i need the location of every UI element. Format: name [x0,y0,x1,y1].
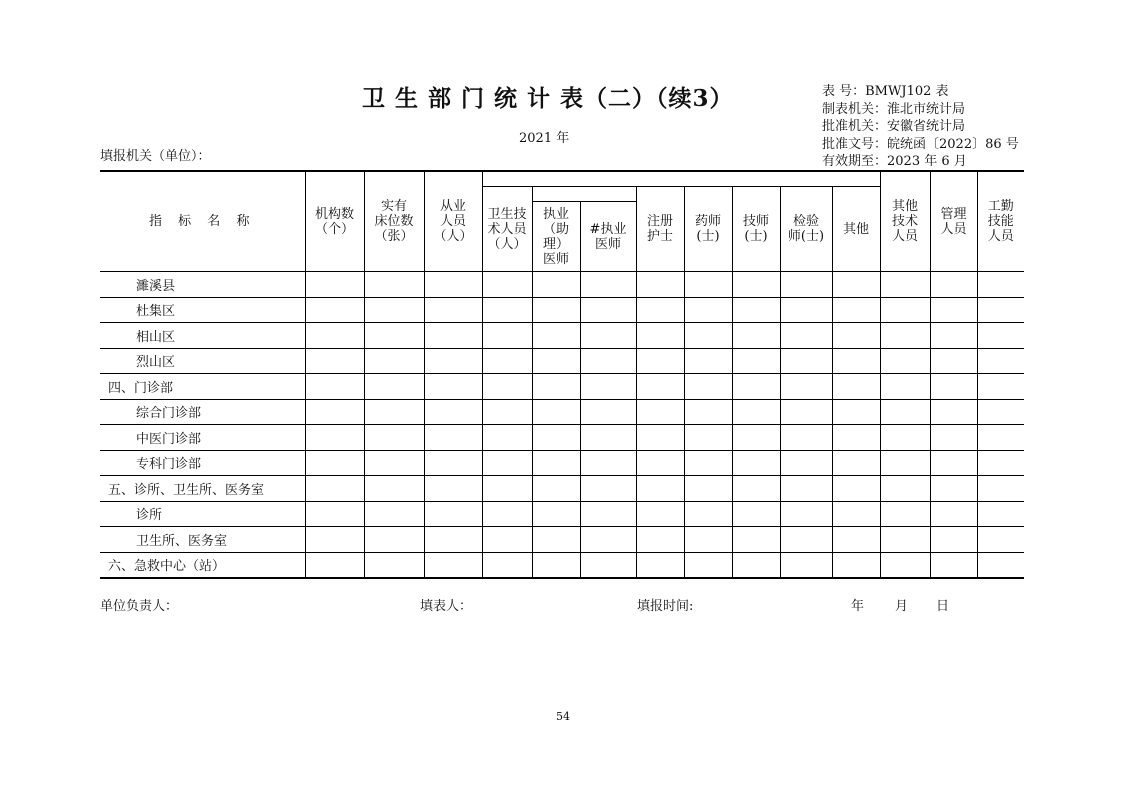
footer-filler-label: 填表人： [420,599,473,614]
data-cell [780,425,832,451]
data-cell [364,374,424,400]
data-cell [636,297,684,323]
data-cell [780,552,832,578]
row-label: 专科门诊部 [100,450,305,476]
data-cell [424,297,482,323]
header-other-tech: 其他 技术 人员 [880,171,930,272]
data-cell [930,450,977,476]
data-cell [684,476,732,502]
data-cell [482,527,532,553]
data-cell [732,552,780,578]
data-cell [977,399,1024,425]
data-cell [732,323,780,349]
data-cell [424,527,482,553]
data-cell [832,425,880,451]
data-cell [930,425,977,451]
data-cell [580,348,636,374]
data-cell [977,527,1024,553]
data-cell [305,450,364,476]
data-cell [482,450,532,476]
data-cell [580,297,636,323]
data-cell [580,425,636,451]
page-title: 卫 生 部 门 统 计 表（二）（续3） [362,85,734,112]
row-label: 中医门诊部 [100,425,305,451]
header-practicing-blank [532,187,636,202]
data-cell [832,450,880,476]
row-label: 濉溪县 [100,272,305,298]
header-employees: 从业 人员 （人） [424,171,482,272]
data-cell [832,527,880,553]
data-cell [780,374,832,400]
table-row [100,501,1024,527]
data-cell [977,348,1024,374]
data-cell [780,450,832,476]
data-cell [930,323,977,349]
data-cell [780,297,832,323]
form-meta [822,83,1019,171]
data-cell [732,450,780,476]
data-cell [684,425,732,451]
row-label: 卫生所、医务室 [100,527,305,553]
data-cell [636,374,684,400]
data-cell [732,374,780,400]
data-cell [532,552,580,578]
row-label: 诊所 [100,501,305,527]
data-cell [780,501,832,527]
data-cell [580,527,636,553]
table-row [100,527,1024,553]
data-cell [636,501,684,527]
data-cell [930,399,977,425]
data-cell [364,501,424,527]
data-cell [832,323,880,349]
data-cell [977,501,1024,527]
data-cell [977,552,1024,578]
data-cell [977,425,1024,451]
data-cell [636,348,684,374]
data-cell [364,476,424,502]
data-cell [424,425,482,451]
data-cell [364,450,424,476]
data-cell [880,374,930,400]
data-cell [832,399,880,425]
data-cell [732,348,780,374]
data-cell [482,297,532,323]
data-cell [580,374,636,400]
header-beds: 实有 床位数 （张） [364,171,424,272]
data-cell [684,501,732,527]
data-cell [305,348,364,374]
data-cell [977,272,1024,298]
form-number: 表 号：BMWJ102 表 [822,84,949,99]
footer-day: 日 [936,599,950,614]
data-cell [532,348,580,374]
data-cell [930,476,977,502]
table-row [100,476,1024,502]
row-label: 杜集区 [100,297,305,323]
data-cell [636,425,684,451]
data-cell [977,323,1024,349]
table-row [100,552,1024,578]
data-cell [930,272,977,298]
row-label: 烈山区 [100,348,305,374]
data-cell [880,272,930,298]
data-cell [364,323,424,349]
data-cell [305,501,364,527]
data-cell [532,297,580,323]
data-cell [684,399,732,425]
data-cell [832,476,880,502]
data-cell [636,272,684,298]
data-cell [732,527,780,553]
data-cell [305,527,364,553]
data-cell [364,399,424,425]
data-cell [482,323,532,349]
data-cell [305,425,364,451]
row-label: 六、急救中心（站） [100,552,305,578]
data-cell [364,527,424,553]
data-cell [880,323,930,349]
table-row [100,450,1024,476]
header-workers: 工勤 技能 人员 [977,171,1024,272]
data-cell [780,399,832,425]
data-cell [532,374,580,400]
data-cell [684,297,732,323]
data-cell [305,272,364,298]
row-label: 四、门诊部 [100,374,305,400]
data-cell [482,552,532,578]
data-cell [636,527,684,553]
footer-head-label: 单位负责人： [100,599,179,614]
data-cell [532,425,580,451]
data-cell [424,552,482,578]
data-cell [684,272,732,298]
header-others: 其他 [832,187,880,272]
data-cell [832,552,880,578]
statistics-table [100,170,1024,579]
header-managers: 管理 人员 [930,171,977,272]
data-cell [364,425,424,451]
data-cell [424,476,482,502]
row-label: 五、诊所、卫生所、医务室 [100,476,305,502]
data-cell [482,348,532,374]
data-cell [832,348,880,374]
data-cell [684,527,732,553]
data-cell [305,476,364,502]
data-cell [732,399,780,425]
header-practicing: 执业 （助 理） 医师 [532,202,580,272]
data-cell [636,399,684,425]
data-cell [832,297,880,323]
data-cell [977,297,1024,323]
data-cell [580,272,636,298]
valid-until: 有效期至：2023 年 6 月 [822,154,967,169]
data-cell [930,501,977,527]
data-cell [930,527,977,553]
data-cell [580,450,636,476]
data-cell [424,399,482,425]
filler-org-label: 填报机关（单位）： [100,149,211,164]
data-cell [880,399,930,425]
footer-time-label: 填报时间: [637,599,694,614]
data-cell [305,399,364,425]
form-approver: 批准机关：安徽省统计局 [822,119,966,134]
data-cell [305,374,364,400]
data-cell [880,450,930,476]
data-cell [636,476,684,502]
report-year: 2021 年 [519,131,570,146]
data-cell [930,348,977,374]
header-pharmacists: 药师 (士) [684,187,732,272]
page-number: 54 [556,710,570,723]
data-cell [780,476,832,502]
data-cell [930,297,977,323]
data-cell [482,425,532,451]
data-cell [880,527,930,553]
data-cell [684,450,732,476]
footer-year: 年 [851,599,865,614]
data-cell [424,501,482,527]
header-health-tech: 卫生技 术人员 （人） [482,187,532,272]
data-cell [580,501,636,527]
header-practicing-doctor: #执业 医师 [580,202,636,272]
table-row [100,374,1024,400]
form-issuer: 制表机关：淮北市统计局 [822,101,966,117]
data-cell [780,323,832,349]
data-cell [532,450,580,476]
data-cell [684,323,732,349]
data-cell [364,552,424,578]
header-group-blank [482,171,880,187]
data-cell [930,552,977,578]
data-cell [780,348,832,374]
data-cell [732,501,780,527]
data-cell [880,476,930,502]
data-cell [732,425,780,451]
approval-document: 批准文号：皖统函〔2022〕86 号 [822,136,1019,152]
data-cell [364,348,424,374]
data-cell [684,348,732,374]
data-cell [580,323,636,349]
header-technicians: 技师 (士) [732,187,780,272]
data-cell [424,374,482,400]
table-row [100,348,1024,374]
data-cell [880,501,930,527]
data-cell [636,552,684,578]
data-cell [780,272,832,298]
data-cell [684,552,732,578]
data-cell [732,476,780,502]
data-cell [424,450,482,476]
data-cell [305,552,364,578]
row-label: 综合门诊部 [100,399,305,425]
data-cell [977,374,1024,400]
data-cell [482,374,532,400]
row-label: 相山区 [100,323,305,349]
data-cell [880,425,930,451]
data-cell [977,476,1024,502]
data-cell [684,374,732,400]
data-cell [832,272,880,298]
footer-month: 月 [895,599,909,614]
data-cell [532,399,580,425]
header-nurses: 注册 护士 [636,187,684,272]
data-cell [424,272,482,298]
data-cell [580,399,636,425]
table-row [100,272,1024,298]
data-cell [532,323,580,349]
data-cell [580,476,636,502]
data-cell [482,501,532,527]
table-row [100,399,1024,425]
data-cell [532,476,580,502]
table-body [100,272,1024,579]
data-cell [977,450,1024,476]
data-cell [305,323,364,349]
data-cell [880,348,930,374]
data-cell [532,527,580,553]
header-institutions: 机构数 （个） [305,171,364,272]
data-cell [780,527,832,553]
data-cell [482,272,532,298]
data-cell [424,348,482,374]
data-cell [532,501,580,527]
data-cell [364,297,424,323]
data-cell [482,399,532,425]
data-cell [532,272,580,298]
data-cell [424,323,482,349]
data-cell [636,450,684,476]
data-cell [880,552,930,578]
data-cell [880,297,930,323]
data-cell [832,501,880,527]
table-row [100,323,1024,349]
table-row [100,297,1024,323]
data-cell [364,272,424,298]
data-cell [732,272,780,298]
data-cell [482,476,532,502]
table-row [100,425,1024,451]
data-cell [636,323,684,349]
data-cell [580,552,636,578]
data-cell [832,374,880,400]
header-indicator: 指 标 名 称 [100,171,305,272]
data-cell [732,297,780,323]
data-cell [930,374,977,400]
data-cell [305,297,364,323]
header-lab: 检验 师(士) [780,187,832,272]
